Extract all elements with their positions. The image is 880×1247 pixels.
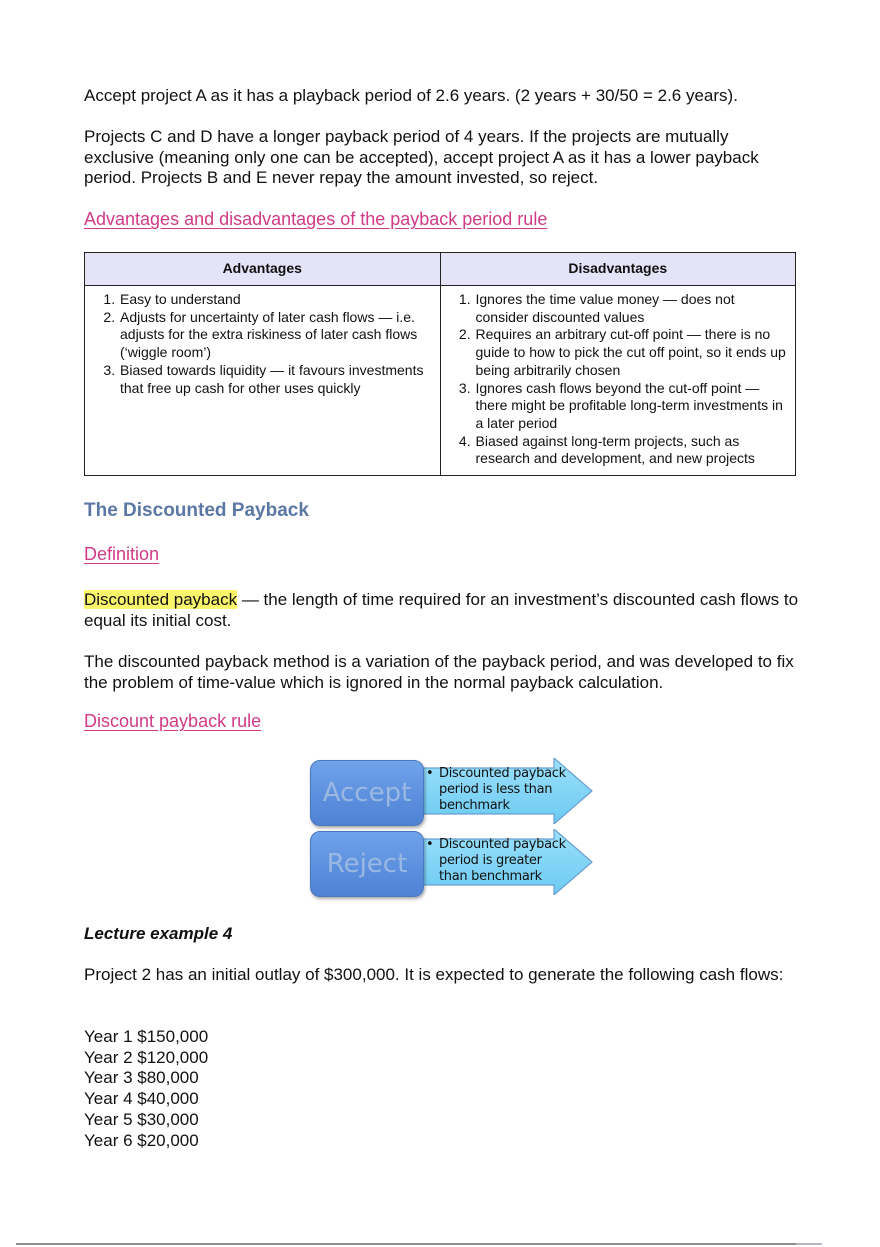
list-item: 3. Ignores cash flows beyond the cut-off point — there might be profitable long-term investments in a later period [475,380,792,433]
reject-arrow [422,835,594,899]
definition-paragraph [84,590,800,631]
list-item: 2. Requires an arbitrary cut-off point — there is no guide to how to pick the cut off point, so it ends up being arbitrarily chosen [475,326,792,379]
section-title: The Discounted Payback [84,500,309,521]
accept-criterion: • Discounted payback period is less than benchmark [426,766,566,813]
intro-paragraph-2: Projects C and D have a longer payback period of 4 years. If the projects are mutually exclusive (meaning only one can be accepted), accept project A as it has a lower payback period. Projects B and E never repay the amount invested, so reject. [84,127,759,187]
example-title: Lecture example 4 [84,924,233,943]
page-divider [16,1243,822,1245]
advantages-cell [85,286,441,476]
disadvantages-header: Disadvantages [440,253,796,286]
cash-flow-year-2: Year 2 $120,000 [84,1047,209,1067]
rule-heading: Discount payback rule [84,711,262,731]
example-paragraph: Project 2 has an initial outlay of $300,000. It is expected to generate the following cash flows: [84,965,784,984]
accept-arrow [422,764,594,828]
advantages-list [89,291,436,397]
reject-box: Reject [310,831,424,897]
definition-text: — the length of time required for an investment’s discounted cash flows to equal its initial cost. [84,590,799,630]
reject-criterion: • Discounted payback period is greater than benchmark [426,837,566,884]
list-item: 4. Biased against long-term projects, such as research and development, and new projects [475,433,792,468]
cash-flow-list [84,1027,208,1151]
cash-flow-year-1: Year 1 $150,000 [84,1027,209,1046]
disadvantages-list [445,291,792,468]
list-item: 2. Adjusts for uncertainty of later cash flows — i.e. adjusts for the extra riskiness of later cash flows (‘wiggle room’) [119,309,436,362]
highlighted-term: Discounted payback [84,590,238,609]
intro-paragraph-1: Accept project A as it has a playback period of 2.6 years. (2 years + 30/50 = 2.6 years). [84,86,738,105]
list-item: 1. Ignores the time value money — does not consider discounted values [475,291,792,326]
cash-flow-year-3: Year 3 $80,000 [84,1068,199,1088]
method-paragraph: The discounted payback method is a variation of the payback period, and was developed to fix the problem of time-value which is ignored in the normal payback calculation. [84,652,794,692]
page-footer-mark [796,1243,822,1245]
advantages-heading: Advantages and disadvantages of the payback period rule [84,209,548,229]
list-item: 3. Biased towards liquidity — it favours investments that free up cash for other uses quickly [119,362,436,397]
advantages-header: Advantages [85,253,441,286]
accept-box: Accept [310,760,424,826]
advantages-table [84,252,796,476]
cash-flow-year-4: Year 4 $40,000 [84,1089,199,1109]
payback-rule-diagram [310,758,600,900]
cash-flow-year-6: Year 6 $20,000 [84,1130,199,1150]
list-item: 1. Easy to understand [119,291,436,309]
cash-flow-year-5: Year 5 $30,000 [84,1109,199,1129]
disadvantages-cell [440,286,796,476]
definition-heading: Definition [84,544,160,564]
